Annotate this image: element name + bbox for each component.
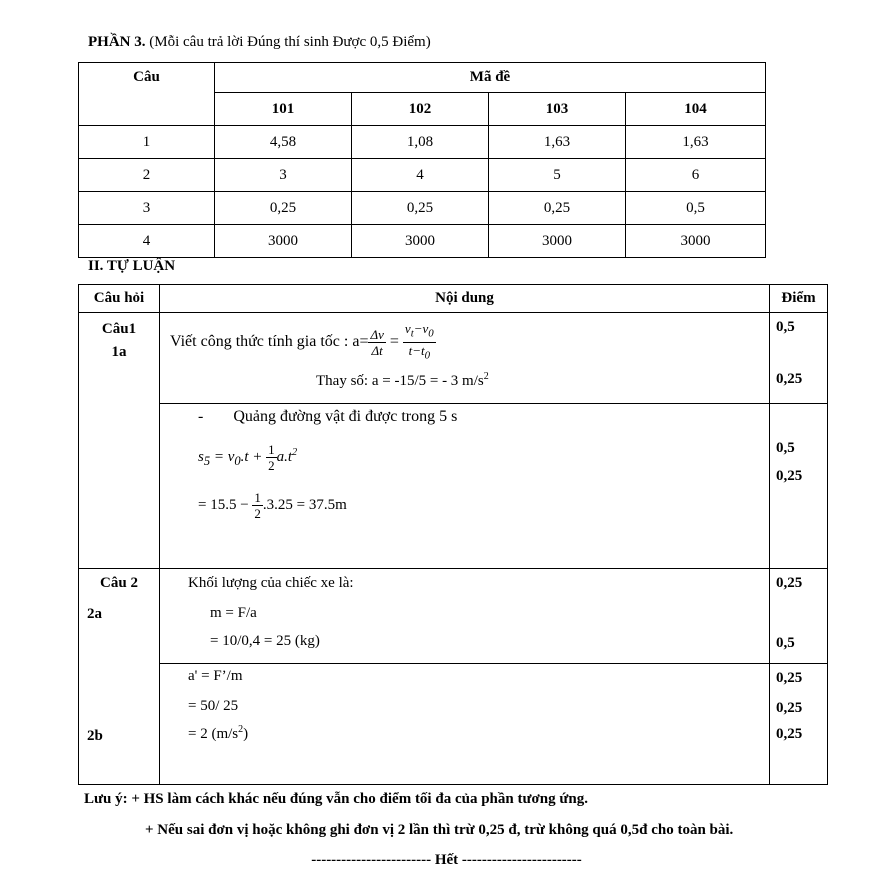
answer-cell: 0,25 (352, 192, 489, 225)
content-1a (160, 313, 770, 404)
mass-intro: Khối lượng của chiếc xe là: (188, 575, 354, 591)
fraction-dv-dt: $\frac{\Delta v}{\Delta t}$ (370, 326, 384, 358)
grading-note-2: + Nếu sai đơn vị hoặc không ghi đơn vị 2 lần thì trừ 0,25 đ, trừ không quá 0,5đ cho toàn bài. (145, 822, 734, 838)
formula-prefix: Viết công thức tính gia tốc : a= (170, 332, 369, 350)
fraction-half: $\frac{1}{2}$ (254, 490, 261, 521)
question-1-label: Câu1 (101, 321, 137, 337)
question-2-label: Câu 2 (100, 575, 138, 591)
question-number: 2 (79, 159, 215, 192)
score-value: 0,25 (776, 700, 803, 716)
acceleration-formula: Viết công thức tính gia tốc : a= $\frac{\Delta v}{\Delta t}$ = $\frac{v_t-v_0}{t-t_0}$ (170, 321, 434, 362)
score-value: 0,25 (776, 371, 803, 387)
score-value: 0,25 (776, 726, 803, 742)
mass-calculation: = 10/0,4 = 25 (kg) (210, 633, 320, 649)
answer-cell: 3000 (489, 225, 626, 258)
question-number: 3 (79, 192, 215, 225)
answer-cell: 3 (215, 159, 352, 192)
score-2b (770, 664, 828, 785)
score-value: 0,5 (776, 440, 795, 456)
answer-cell: 0,25 (215, 192, 352, 225)
header-content-col: Nội dung (160, 285, 770, 313)
question-1a-label: 1a (111, 344, 127, 360)
header-question-col: Câu hỏi (79, 285, 160, 313)
answer-cell: 3000 (352, 225, 489, 258)
question-1-cell (79, 313, 160, 569)
table-row (79, 225, 766, 258)
code-cell: 104 (626, 93, 766, 126)
part3-subtitle: (Mỗi câu trả lời Đúng thí sinh Được 0,5 Điểm) (145, 34, 431, 50)
score-1a (770, 313, 828, 404)
content-2b (160, 664, 770, 785)
answer-cell: 3000 (215, 225, 352, 258)
question-number: 4 (79, 225, 215, 258)
question-2b-label: 2b (87, 728, 103, 744)
code-cell: 103 (489, 93, 626, 126)
answer-cell: 6 (626, 159, 766, 192)
grading-note-1: Lưu ý: + HS làm cách khác nếu đúng vẫn cho điểm tối đa của phần tương ứng. (84, 791, 588, 807)
new-acceleration-formula: a' = F’/m (188, 668, 243, 684)
score-2a (770, 569, 828, 664)
answer-header-row (79, 63, 766, 93)
answer-cell: 5 (489, 159, 626, 192)
fraction-half: $\frac{1}{2}$ (268, 442, 275, 473)
question-2a-label: 2a (87, 606, 102, 622)
new-acceleration-substitution: = 50/ 25 (188, 698, 239, 714)
question-2-cell (79, 569, 160, 785)
distance-calculation: = 15.5 − $\frac{1}{2}$ .3.25 = 37.5m (198, 490, 347, 521)
score-value: 0,5 (776, 635, 795, 651)
table-row (79, 192, 766, 225)
answer-cell: 0,5 (626, 192, 766, 225)
substitution-line: Thay số: a = -15/5 = - 3 $m/s^2$ (316, 371, 489, 389)
score-value: 0,25 (776, 575, 803, 591)
answer-cell: 1,63 (489, 126, 626, 159)
answer-cell: 4,58 (215, 126, 352, 159)
essay-row-1a (79, 313, 828, 404)
essay-row-1b (79, 404, 828, 569)
answer-table (78, 62, 766, 258)
question-number: 1 (79, 126, 215, 159)
code-cell: 102 (352, 93, 489, 126)
essay-heading: II. TỰ LUẬN (88, 258, 176, 274)
header-code: Mã đề (215, 63, 766, 93)
score-value: 0,25 (776, 468, 803, 484)
essay-row-2b (79, 664, 828, 785)
end-marker: ------------------------ Hết ------------------------ (311, 852, 582, 868)
content-1b (160, 404, 770, 569)
mass-formula: m = F/a (210, 605, 257, 621)
score-1b (770, 404, 828, 569)
distance-formula: $s_5 = v_0.t$ + $\frac{1}{2}$ $a.t^2$ (198, 442, 298, 473)
header-score-col: Điểm (770, 285, 828, 313)
table-row (79, 126, 766, 159)
score-value: 0,25 (776, 670, 803, 686)
essay-table (78, 284, 828, 785)
header-question: Câu (79, 63, 215, 126)
answer-cell: 0,25 (489, 192, 626, 225)
answer-cell: 3000 (626, 225, 766, 258)
answer-cell: 4 (352, 159, 489, 192)
answer-cell: 1,08 (352, 126, 489, 159)
score-value: 0,5 (776, 319, 795, 335)
essay-header-row (79, 285, 828, 313)
new-acceleration-result: = 2 $(m/s^2)$ (188, 724, 249, 742)
code-cell: 101 (215, 93, 352, 126)
table-row (79, 159, 766, 192)
answer-cell: 1,63 (626, 126, 766, 159)
part3-title: PHẦN 3. (88, 34, 146, 50)
distance-intro: - Quảng đường vật đi được trong 5 s (198, 408, 458, 425)
content-2a (160, 569, 770, 664)
part3-heading (88, 34, 431, 51)
essay-row-2a (79, 569, 828, 664)
fraction-velocity-time: $\frac{v_t-v_0}{t-t_0}$ (404, 321, 434, 362)
